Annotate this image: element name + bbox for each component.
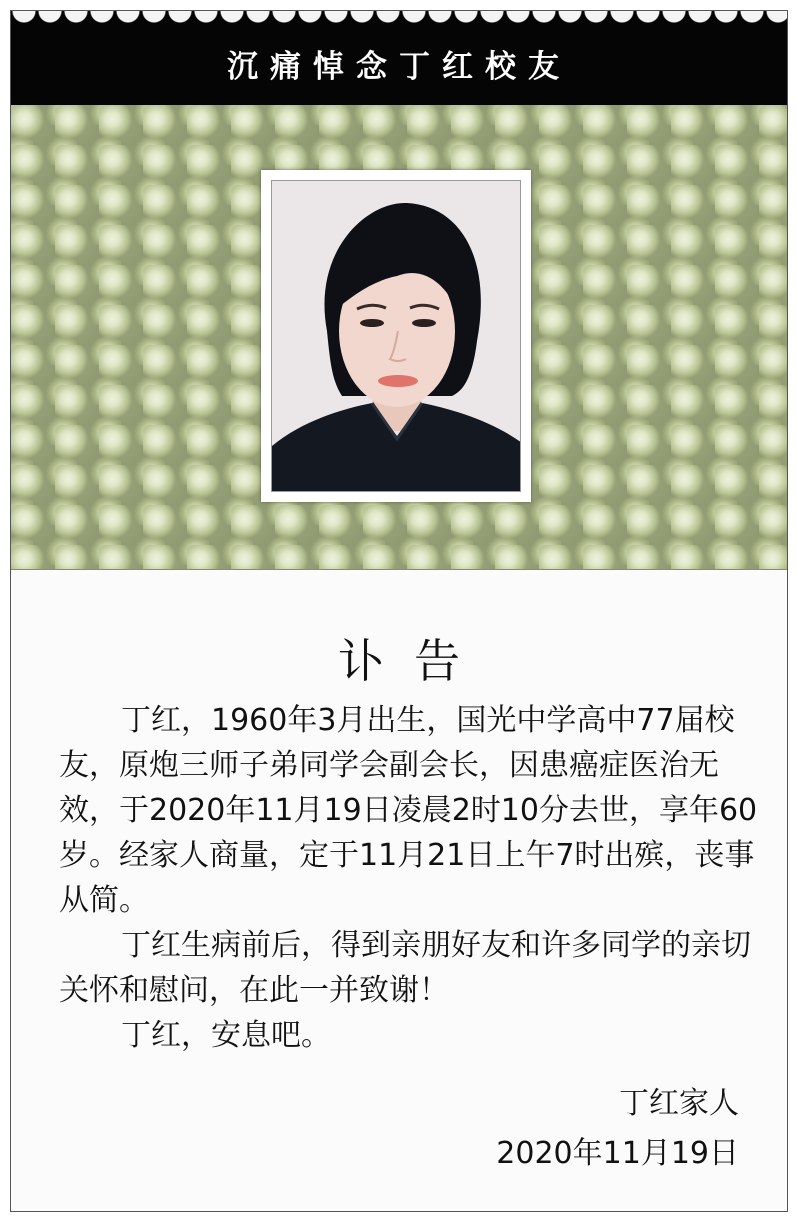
white-roses-background [11, 105, 787, 569]
notice-paragraph-3: 丁红，安息吧。 [121, 1018, 331, 1053]
obituary-notice [11, 569, 787, 1212]
notice-paragraph-1: 丁红，1960年3月出生，国光中学高中77届校友，原炮三师子弟同学会副会长，因患癌症医治无效，于2020年11月19日凌晨2时10分去世，享年60岁。经家人商量，定于11月21日上午7时出殡，丧事从简。 [59, 703, 758, 918]
banner-title: 沉痛悼念丁红校友 [227, 49, 571, 85]
portrait-frame [261, 170, 531, 502]
notice-paragraph-2: 丁红生病前后，得到亲朋好友和许多同学的亲切关怀和慰问，在此一并致谢！ [59, 928, 751, 1008]
portrait-photo [271, 180, 521, 492]
portrait-image [272, 181, 521, 492]
notice-title: 讣告 [338, 634, 490, 688]
notice-signature: 丁红家人 [619, 1086, 739, 1121]
notice-date: 2020年11月19日 [496, 1136, 739, 1171]
memorial-card [10, 10, 788, 1212]
scallop-trim [11, 11, 787, 29]
memorial-banner [11, 11, 787, 105]
